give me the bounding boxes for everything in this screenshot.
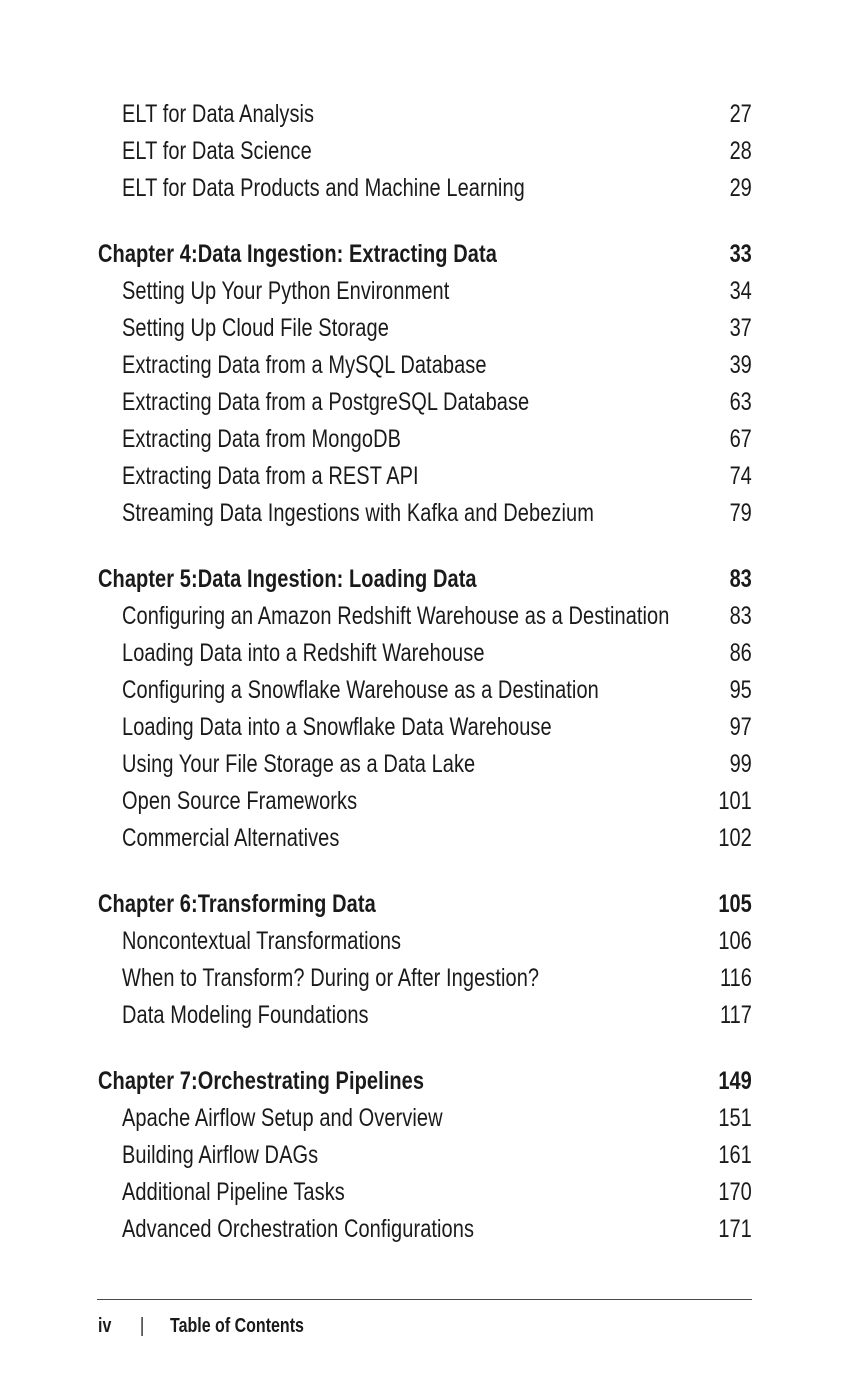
toc-entry-page-number: 161 bbox=[718, 1141, 752, 1169]
toc-entry-label: Additional Pipeline Tasks bbox=[122, 1178, 345, 1206]
toc-entry-label: Loading Data into a Redshift Warehouse bbox=[122, 639, 485, 667]
toc-entry-page-number: 151 bbox=[718, 1104, 752, 1132]
toc-group bbox=[98, 236, 752, 532]
toc-entry-row[interactable] bbox=[98, 783, 752, 820]
toc-chapter-label bbox=[98, 886, 690, 923]
toc-entry-page-number: 106 bbox=[718, 927, 752, 955]
toc-chapter-row[interactable] bbox=[98, 886, 752, 923]
footer-separator: | bbox=[140, 1315, 145, 1337]
page-footer bbox=[98, 1315, 337, 1338]
toc-entry-row[interactable] bbox=[98, 1100, 752, 1137]
toc-entry-row[interactable] bbox=[98, 746, 752, 783]
toc-chapter-label bbox=[98, 1063, 690, 1100]
toc-entry-row[interactable] bbox=[98, 598, 752, 635]
toc-entry-row[interactable] bbox=[98, 273, 752, 310]
toc-entry-label: ELT for Data Products and Machine Learning bbox=[122, 174, 525, 202]
toc-entry-row[interactable] bbox=[98, 960, 752, 997]
toc-entry-row[interactable] bbox=[98, 635, 752, 672]
toc-chapter-row[interactable] bbox=[98, 1063, 752, 1100]
toc-entry-page-number: 63 bbox=[729, 388, 752, 416]
toc-entry-row[interactable] bbox=[98, 133, 752, 170]
toc-entry-page-number: 37 bbox=[729, 314, 752, 342]
toc-entry-row[interactable] bbox=[98, 923, 752, 960]
toc-entry-page-number: 83 bbox=[729, 602, 752, 630]
toc-entry-row[interactable] bbox=[98, 310, 752, 347]
toc-chapter-page-number: 149 bbox=[718, 1067, 752, 1095]
toc-entry-label: ELT for Data Analysis bbox=[122, 100, 315, 128]
toc-entry-row[interactable] bbox=[98, 1174, 752, 1211]
toc-entry-row[interactable] bbox=[98, 1137, 752, 1174]
toc-chapter-tag: Chapter 4: bbox=[98, 240, 198, 268]
toc-entry-label: Setting Up Cloud File Storage bbox=[122, 314, 389, 342]
toc-entry-label: Configuring an Amazon Redshift Warehouse as a Destination bbox=[122, 602, 670, 630]
toc-chapter-label bbox=[98, 561, 690, 598]
toc-entry-row[interactable] bbox=[98, 421, 752, 458]
toc-group bbox=[98, 1063, 752, 1248]
toc-chapter-page-number: 105 bbox=[718, 890, 752, 918]
toc-entry-label: When to Transform? During or After Ingestion? bbox=[122, 964, 540, 992]
toc-entry-row[interactable] bbox=[98, 495, 752, 532]
toc-entry-row[interactable] bbox=[98, 458, 752, 495]
toc-entry-page-number: 170 bbox=[718, 1178, 752, 1206]
toc-entry-label: Apache Airflow Setup and Overview bbox=[122, 1104, 443, 1132]
toc-entry-row[interactable] bbox=[98, 96, 752, 133]
toc-entry-page-number: 117 bbox=[720, 1001, 752, 1029]
toc-entry-page-number: 86 bbox=[729, 639, 752, 667]
toc-entry-label: Setting Up Your Python Environment bbox=[122, 277, 450, 305]
toc-entry-page-number: 74 bbox=[729, 462, 752, 490]
toc-entry-page-number: 95 bbox=[729, 676, 752, 704]
toc-entry-label: Configuring a Snowflake Warehouse as a Destination bbox=[122, 676, 599, 704]
table-of-contents bbox=[98, 96, 752, 1248]
toc-entry-label: Extracting Data from a REST API bbox=[122, 462, 419, 490]
toc-entry-page-number: 101 bbox=[718, 787, 752, 815]
toc-entry-page-number: 116 bbox=[720, 964, 752, 992]
toc-entry-row[interactable] bbox=[98, 820, 752, 857]
toc-chapter-page-number: 83 bbox=[729, 565, 752, 593]
toc-group bbox=[98, 886, 752, 1034]
toc-entry-page-number: 39 bbox=[729, 351, 752, 379]
toc-entry-page-number: 67 bbox=[729, 425, 752, 453]
toc-entry-page-number: 171 bbox=[718, 1215, 752, 1243]
toc-entry-label: Using Your File Storage as a Data Lake bbox=[122, 750, 476, 778]
toc-entry-page-number: 34 bbox=[729, 277, 752, 305]
footer-title: Table of Contents bbox=[170, 1315, 304, 1337]
toc-entry-page-number: 99 bbox=[729, 750, 752, 778]
toc-entry-label: Extracting Data from a MySQL Database bbox=[122, 351, 487, 379]
toc-entry-label: Data Modeling Foundations bbox=[122, 1001, 369, 1029]
toc-entry-label: Commercial Alternatives bbox=[122, 824, 340, 852]
toc-entry-row[interactable] bbox=[98, 672, 752, 709]
toc-chapter-tag: Chapter 7: bbox=[98, 1067, 198, 1095]
toc-entry-label: Open Source Frameworks bbox=[122, 787, 358, 815]
toc-entry-page-number: 97 bbox=[729, 713, 752, 741]
toc-group bbox=[98, 96, 752, 207]
toc-entry-page-number: 28 bbox=[729, 137, 752, 165]
toc-chapter-title: Orchestrating Pipelines bbox=[197, 1067, 425, 1095]
toc-entry-row[interactable] bbox=[98, 709, 752, 746]
toc-chapter-page-number: 33 bbox=[729, 240, 752, 268]
toc-entry-page-number: 29 bbox=[729, 174, 752, 202]
folio-number: iv bbox=[98, 1315, 112, 1337]
toc-entry-label: ELT for Data Science bbox=[122, 137, 312, 165]
toc-entry-label: Loading Data into a Snowflake Data Warehouse bbox=[122, 713, 552, 741]
toc-chapter-title: Data Ingestion: Loading Data bbox=[197, 565, 477, 593]
footer-divider bbox=[97, 1299, 752, 1300]
toc-group bbox=[98, 561, 752, 857]
toc-entry-label: Extracting Data from MongoDB bbox=[122, 425, 402, 453]
toc-entry-row[interactable] bbox=[98, 170, 752, 207]
toc-chapter-title: Data Ingestion: Extracting Data bbox=[197, 240, 497, 268]
toc-chapter-row[interactable] bbox=[98, 236, 752, 273]
toc-chapter-row[interactable] bbox=[98, 561, 752, 598]
toc-entry-label: Streaming Data Ingestions with Kafka and Debezium bbox=[122, 499, 594, 527]
toc-entry-row[interactable] bbox=[98, 997, 752, 1034]
toc-chapter-tag: Chapter 6: bbox=[98, 890, 198, 918]
toc-entry-page-number: 79 bbox=[729, 499, 752, 527]
toc-chapter-label bbox=[98, 236, 690, 273]
toc-entry-label: Extracting Data from a PostgreSQL Database bbox=[122, 388, 530, 416]
toc-entry-label: Building Airflow DAGs bbox=[122, 1141, 319, 1169]
toc-chapter-title: Transforming Data bbox=[197, 890, 376, 918]
toc-entry-label: Advanced Orchestration Configurations bbox=[122, 1215, 475, 1243]
toc-entry-page-number: 102 bbox=[718, 824, 752, 852]
toc-entry-row[interactable] bbox=[98, 1211, 752, 1248]
toc-chapter-tag: Chapter 5: bbox=[98, 565, 198, 593]
toc-entry-row[interactable] bbox=[98, 347, 752, 384]
toc-entry-label: Noncontextual Transformations bbox=[122, 927, 402, 955]
toc-entry-row[interactable] bbox=[98, 384, 752, 421]
toc-entry-page-number: 27 bbox=[729, 100, 752, 128]
